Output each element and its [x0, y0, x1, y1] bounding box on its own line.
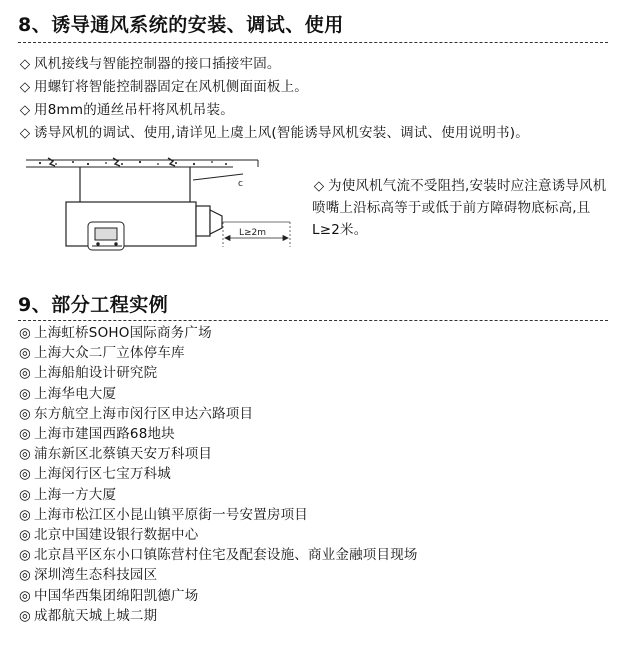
circle-bullet-icon: ◎ [19, 486, 31, 503]
list-item [18, 444, 418, 464]
circle-bullet-icon: ◎ [19, 607, 31, 624]
installation-step-text: 风机接线与智能控制器的接口插接牢固。 [34, 56, 281, 72]
diamond-bullet-icon: ◇ [19, 102, 31, 118]
project-examples-list [18, 323, 418, 626]
list-item [18, 525, 418, 545]
project-name: 上海市建国西路68地块 [34, 426, 175, 443]
controller-box [88, 222, 124, 250]
list-item [18, 565, 418, 585]
circle-bullet-icon: ◎ [19, 527, 31, 544]
circle-bullet-icon: ◎ [19, 466, 31, 483]
fan-installation-diagram [18, 150, 308, 275]
project-name: 成都航天城上城二期 [34, 607, 158, 624]
diamond-bullet-icon: ◇ [19, 125, 31, 141]
installation-note [312, 175, 612, 241]
diamond-bullet-icon: ◇ [19, 79, 31, 95]
circle-bullet-icon: ◎ [19, 345, 31, 362]
circle-bullet-icon: ◎ [19, 587, 31, 604]
circle-bullet-icon: ◎ [19, 325, 31, 341]
ceiling-slab [26, 158, 233, 167]
circle-bullet-icon: ◎ [19, 446, 31, 463]
section-divider [18, 42, 608, 43]
list-item [18, 323, 418, 343]
project-name: 上海大众二厂立体停车库 [34, 345, 185, 362]
list-item [18, 505, 418, 525]
project-name: 上海市松江区小昆山镇平原街一号安置房项目 [34, 506, 308, 523]
installation-steps-list [18, 53, 529, 145]
project-name: 北京中国建设银行数据中心 [34, 527, 199, 544]
circle-bullet-icon: ◎ [19, 405, 31, 422]
list-item [18, 122, 529, 145]
installation-step-text: 诱导风机的调试、使用,请详见上虞上风(智能诱导风机安装、调试、使用说明书)。 [34, 125, 529, 141]
diamond-bullet-icon: ◇ [313, 178, 325, 194]
section-9-title: 9、部分工程实例 [18, 294, 169, 316]
hanger-rods [80, 167, 190, 202]
beam-obstacle [193, 160, 258, 180]
section-divider [18, 320, 608, 321]
project-name: 上海虹桥SOHO国际商务广场 [34, 325, 212, 341]
project-name: 上海船舶设计研究院 [34, 365, 158, 382]
distance-label: L≥2m [239, 228, 267, 238]
circle-bullet-icon: ◎ [19, 385, 31, 402]
installation-note-text: 为使风机气流不受阻挡,安装时应注意诱导风机喷嘴上沿标高等于或低于前方障碍物底标高,且L≥2米。 [312, 178, 607, 238]
circle-bullet-icon: ◎ [19, 567, 31, 584]
project-name: 上海闵行区七宝万科城 [34, 466, 171, 483]
list-item [18, 343, 418, 363]
section-8-title: 8、诱导通风系统的安装、调试、使用 [18, 14, 344, 36]
list-item [18, 404, 418, 424]
project-name: 上海华电大厦 [34, 385, 117, 402]
list-item [18, 586, 418, 606]
project-name: 浦东新区北蔡镇天安万科项目 [34, 446, 213, 463]
list-item [18, 99, 529, 122]
project-name: 东方航空上海市闵行区申达六路项目 [34, 405, 254, 422]
project-name: 北京昌平区东小口镇陈营村住宅及配套设施、商业金融项目现场 [34, 547, 418, 564]
installation-step-text: 用螺钉将智能控制器固定在风机侧面面板上。 [34, 79, 308, 95]
circle-bullet-icon: ◎ [19, 506, 31, 523]
list-item [18, 464, 418, 484]
circle-bullet-icon: ◎ [19, 365, 31, 382]
list-item [18, 76, 529, 99]
list-item [18, 384, 418, 404]
diamond-bullet-icon: ◇ [19, 56, 31, 72]
list-item [18, 363, 418, 383]
list-item [18, 424, 418, 444]
installation-step-text: 用8mm的通丝吊杆将风机吊装。 [34, 102, 234, 118]
project-name: 中国华西集团绵阳凯德广场 [34, 587, 199, 604]
list-item [18, 53, 529, 76]
project-name: 上海一方大厦 [34, 486, 117, 503]
list-item [18, 545, 418, 565]
list-item [18, 485, 418, 505]
clearance-label: c [238, 179, 243, 189]
circle-bullet-icon: ◎ [19, 426, 31, 443]
project-name: 深圳湾生态科技园区 [34, 567, 158, 584]
list-item [18, 606, 418, 626]
circle-bullet-icon: ◎ [19, 547, 31, 564]
